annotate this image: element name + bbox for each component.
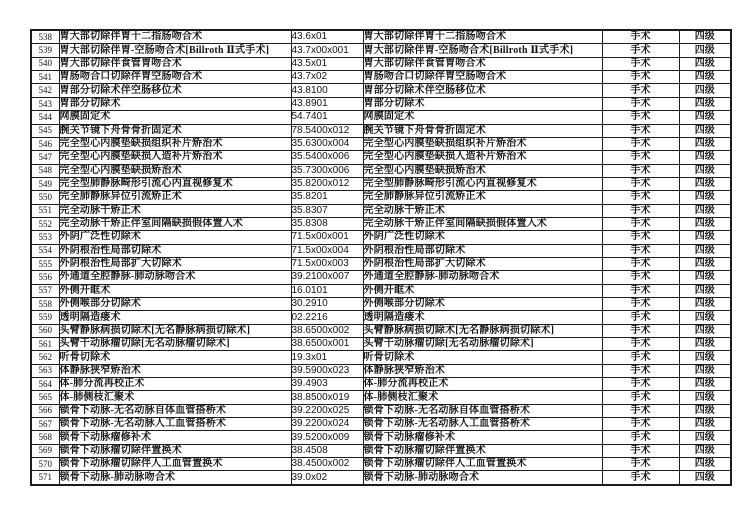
- procedure-name-cell: 外通道全腔静脉-肺动脉吻合术: [59, 271, 291, 284]
- operation-category-cell: 手术: [602, 231, 679, 244]
- procedure-name-repeat-cell: 锁骨下动脉-无名动脉自体血管搭桥术: [363, 404, 602, 417]
- row-number-cell: 564: [31, 378, 59, 391]
- procedure-name-cell: 锁骨下动脉瘤切除伴人工血管置换术: [59, 458, 291, 471]
- operation-category-cell: 手术: [602, 151, 679, 164]
- operation-category-cell: 手术: [602, 71, 679, 84]
- operation-level-cell: 四级: [679, 364, 731, 377]
- operation-level-cell: 四级: [679, 378, 731, 391]
- procedure-name-repeat-cell: 外阴广泛性切除术: [363, 231, 602, 244]
- operation-level-cell: 四级: [679, 391, 731, 404]
- row-number-cell: 556: [31, 271, 59, 284]
- procedure-name-repeat-cell: 完全型心内膜垫缺损矫治术: [363, 164, 602, 177]
- procedure-name-repeat-cell: 锁骨下动脉-肺动脉吻合术: [363, 471, 602, 485]
- operation-category-cell: 手术: [602, 311, 679, 324]
- operation-level-cell: 四级: [679, 177, 731, 190]
- procedure-name-repeat-cell: 头臂干动脉瘤切除[无名动脉瘤切除术]: [363, 338, 602, 351]
- procedure-name-repeat-cell: 完全肺静脉异位引流矫正术: [363, 191, 602, 204]
- operation-level-cell: 四级: [679, 244, 731, 257]
- operation-level-cell: 四级: [679, 137, 731, 150]
- operation-level-cell: 四级: [679, 471, 731, 485]
- operation-level-cell: 四级: [679, 164, 731, 177]
- table-row: [31, 71, 731, 84]
- procedure-name-cell: 锁骨下动脉-无名动脉自体血管搭桥术: [59, 404, 291, 417]
- operation-level-cell: 四级: [679, 324, 731, 337]
- row-number-cell: 565: [31, 391, 59, 404]
- table-row: [31, 391, 731, 404]
- procedure-name-repeat-cell: 体静脉狭窄矫治术: [363, 364, 602, 377]
- procedure-name-repeat-cell: 完全型心内膜垫缺损人造补片矫治术: [363, 151, 602, 164]
- procedure-code-cell: 35.8307: [291, 204, 363, 217]
- procedure-code-cell: 38.8500x019: [291, 391, 363, 404]
- operation-category-cell: 手术: [602, 471, 679, 485]
- procedure-code-cell: 38.4500x002: [291, 458, 363, 471]
- procedure-code-cell: 54.7401: [291, 111, 363, 124]
- operation-level-cell: 四级: [679, 297, 731, 310]
- procedure-name-repeat-cell: 胃大部切除伴胃-空肠吻合术[Billroth Ⅱ式手术]: [363, 44, 602, 57]
- procedure-name-cell: 头臂静脉病损切除术[无名静脉病损切除术]: [59, 324, 291, 337]
- row-number-cell: 540: [31, 57, 59, 70]
- procedure-table: [30, 29, 732, 486]
- table-row: [31, 297, 731, 310]
- procedure-code-cell: 35.8201: [291, 191, 363, 204]
- operation-level-cell: 四级: [679, 151, 731, 164]
- row-number-cell: 561: [31, 338, 59, 351]
- operation-category-cell: 手术: [602, 84, 679, 97]
- table-row: [31, 471, 731, 485]
- row-number-cell: 544: [31, 111, 59, 124]
- operation-category-cell: 手术: [602, 30, 679, 44]
- procedure-code-cell: 02.2216: [291, 311, 363, 324]
- procedure-name-cell: 外侧喉部分切除术: [59, 297, 291, 310]
- row-number-cell: 553: [31, 231, 59, 244]
- procedure-name-repeat-cell: 头臂静脉病损切除术[无名静脉病损切除术]: [363, 324, 602, 337]
- procedure-code-cell: 43.7x00x001: [291, 44, 363, 57]
- procedure-code-cell: 35.8200x012: [291, 177, 363, 190]
- table-row: [31, 311, 731, 324]
- operation-category-cell: 手术: [602, 191, 679, 204]
- procedure-name-repeat-cell: 腕关节镜下舟骨骨折固定术: [363, 124, 602, 137]
- operation-category-cell: 手术: [602, 97, 679, 110]
- procedure-name-cell: 锁骨下动脉瘤切除伴置换术: [59, 444, 291, 457]
- procedure-table-body: [31, 30, 731, 485]
- procedure-name-repeat-cell: 外阴根治性局部切除术: [363, 244, 602, 257]
- operation-category-cell: 手术: [602, 338, 679, 351]
- procedure-name-repeat-cell: 胃大部切除伴食管胃吻合术: [363, 57, 602, 70]
- operation-category-cell: 手术: [602, 458, 679, 471]
- procedure-code-cell: 35.7300x006: [291, 164, 363, 177]
- procedure-code-cell: 43.5x01: [291, 57, 363, 70]
- row-number-cell: 567: [31, 418, 59, 431]
- procedure-name-repeat-cell: 完全动脉干矫正伴室间隔缺损假体置入术: [363, 217, 602, 230]
- procedure-name-cell: 胃肠吻合口切除伴胃空肠吻合术: [59, 71, 291, 84]
- operation-category-cell: 手术: [602, 204, 679, 217]
- operation-category-cell: 手术: [602, 297, 679, 310]
- operation-level-cell: 四级: [679, 97, 731, 110]
- operation-category-cell: 手术: [602, 364, 679, 377]
- operation-category-cell: 手术: [602, 271, 679, 284]
- table-row: [31, 431, 731, 444]
- procedure-name-cell: 头臂干动脉瘤切除[无名动脉瘤切除术]: [59, 338, 291, 351]
- procedure-name-repeat-cell: 体-肺侧枝汇聚术: [363, 391, 602, 404]
- procedure-name-cell: 体-肺分流再校正术: [59, 378, 291, 391]
- operation-level-cell: 四级: [679, 338, 731, 351]
- table-row: [31, 338, 731, 351]
- procedure-code-cell: 35.8308: [291, 217, 363, 230]
- operation-level-cell: 四级: [679, 404, 731, 417]
- operation-level-cell: 四级: [679, 271, 731, 284]
- operation-level-cell: 四级: [679, 124, 731, 137]
- operation-level-cell: 四级: [679, 191, 731, 204]
- procedure-name-repeat-cell: 体-肺分流再校正术: [363, 378, 602, 391]
- procedure-name-cell: 外阴根治性局部切除术: [59, 244, 291, 257]
- operation-category-cell: 手术: [602, 111, 679, 124]
- procedure-name-cell: 透明隔造瘘术: [59, 311, 291, 324]
- row-number-cell: 543: [31, 97, 59, 110]
- table-row: [31, 404, 731, 417]
- procedure-code-cell: 39.2200x024: [291, 418, 363, 431]
- operation-level-cell: 四级: [679, 444, 731, 457]
- operation-category-cell: 手术: [602, 431, 679, 444]
- procedure-code-cell: 16.0101: [291, 284, 363, 297]
- table-row: [31, 444, 731, 457]
- procedure-name-repeat-cell: 完全型心内膜垫缺损组织补片矫治术: [363, 137, 602, 150]
- operation-level-cell: 四级: [679, 84, 731, 97]
- operation-category-cell: 手术: [602, 124, 679, 137]
- operation-category-cell: 手术: [602, 137, 679, 150]
- table-row: [31, 151, 731, 164]
- operation-level-cell: 四级: [679, 217, 731, 230]
- row-number-cell: 570: [31, 458, 59, 471]
- procedure-name-cell: 外阴根治性局部扩大切除术: [59, 257, 291, 270]
- procedure-code-cell: 39.4903: [291, 378, 363, 391]
- procedure-name-cell: 完全型心内膜垫缺损矫治术: [59, 164, 291, 177]
- procedure-name-repeat-cell: 透明隔造瘘术: [363, 311, 602, 324]
- procedure-name-cell: 完全动脉干矫正伴室间隔缺损假体置入术: [59, 217, 291, 230]
- table-row: [31, 84, 731, 97]
- table-row: [31, 231, 731, 244]
- procedure-name-repeat-cell: 完全动脉干矫正术: [363, 204, 602, 217]
- operation-level-cell: 四级: [679, 257, 731, 270]
- row-number-cell: 550: [31, 191, 59, 204]
- operation-category-cell: 手术: [602, 44, 679, 57]
- operation-category-cell: 手术: [602, 444, 679, 457]
- table-row: [31, 418, 731, 431]
- row-number-cell: 569: [31, 444, 59, 457]
- procedure-name-cell: 胃大部切除伴胃十二指肠吻合术: [59, 30, 291, 44]
- operation-level-cell: 四级: [679, 311, 731, 324]
- procedure-name-repeat-cell: 网膜固定术: [363, 111, 602, 124]
- operation-category-cell: 手术: [602, 324, 679, 337]
- operation-level-cell: 四级: [679, 111, 731, 124]
- procedure-code-cell: 43.8901: [291, 97, 363, 110]
- row-number-cell: 545: [31, 124, 59, 137]
- operation-level-cell: 四级: [679, 418, 731, 431]
- procedure-name-cell: 外阴广泛性切除术: [59, 231, 291, 244]
- procedure-name-cell: 外侧开眶术: [59, 284, 291, 297]
- procedure-name-repeat-cell: 胃大部切除伴胃十二指肠吻合术: [363, 30, 602, 44]
- operation-level-cell: 四级: [679, 44, 731, 57]
- operation-level-cell: 四级: [679, 71, 731, 84]
- procedure-code-cell: 43.7x02: [291, 71, 363, 84]
- table-row: [31, 111, 731, 124]
- row-number-cell: 542: [31, 84, 59, 97]
- procedure-code-cell: 78.5400x012: [291, 124, 363, 137]
- row-number-cell: 551: [31, 204, 59, 217]
- procedure-name-repeat-cell: 胃肠吻合口切除伴胃空肠吻合术: [363, 71, 602, 84]
- operation-level-cell: 四级: [679, 458, 731, 471]
- operation-category-cell: 手术: [602, 284, 679, 297]
- operation-category-cell: 手术: [602, 391, 679, 404]
- procedure-name-repeat-cell: 外侧开眶术: [363, 284, 602, 297]
- procedure-code-cell: 71.5x00x004: [291, 244, 363, 257]
- procedure-name-cell: 完全动脉干矫正术: [59, 204, 291, 217]
- operation-category-cell: 手术: [602, 57, 679, 70]
- procedure-code-cell: 39.0x02: [291, 471, 363, 485]
- procedure-name-repeat-cell: 锁骨下动脉-无名动脉人工血管搭桥术: [363, 418, 602, 431]
- row-number-cell: 563: [31, 364, 59, 377]
- table-row: [31, 217, 731, 230]
- operation-category-cell: 手术: [602, 351, 679, 364]
- table-row: [31, 137, 731, 150]
- table-row: [31, 57, 731, 70]
- procedure-name-cell: 胃部分切除术: [59, 97, 291, 110]
- row-number-cell: 546: [31, 137, 59, 150]
- operation-level-cell: 四级: [679, 204, 731, 217]
- operation-category-cell: 手术: [602, 244, 679, 257]
- procedure-code-cell: 39.5900x023: [291, 364, 363, 377]
- procedure-name-repeat-cell: 完全型肺静脉畸形引流心内直视修复术: [363, 177, 602, 190]
- procedure-code-cell: 35.5400x006: [291, 151, 363, 164]
- procedure-name-cell: 完全肺静脉异位引流矫正术: [59, 191, 291, 204]
- procedure-name-cell: 完全型心内膜垫缺损人造补片矫治术: [59, 151, 291, 164]
- row-number-cell: 555: [31, 257, 59, 270]
- procedure-name-repeat-cell: 锁骨下动脉瘤修补术: [363, 431, 602, 444]
- procedure-name-cell: 胃部分切除术伴空肠移位术: [59, 84, 291, 97]
- row-number-cell: 548: [31, 164, 59, 177]
- operation-category-cell: 手术: [602, 418, 679, 431]
- row-number-cell: 547: [31, 151, 59, 164]
- procedure-code-cell: 39.2200x025: [291, 404, 363, 417]
- procedure-name-cell: 锁骨下动脉瘤修补术: [59, 431, 291, 444]
- operation-category-cell: 手术: [602, 164, 679, 177]
- procedure-name-repeat-cell: 外侧喉部分切除术: [363, 297, 602, 310]
- procedure-name-cell: 网膜固定术: [59, 111, 291, 124]
- procedure-name-cell: 体静脉狭窄矫治术: [59, 364, 291, 377]
- table-row: [31, 177, 731, 190]
- table-row: [31, 364, 731, 377]
- table-row: [31, 257, 731, 270]
- operation-category-cell: 手术: [602, 378, 679, 391]
- procedure-name-cell: 胃大部切除伴胃-空肠吻合术[Billroth Ⅱ式手术]: [59, 44, 291, 57]
- procedure-name-cell: 胃大部切除伴食管胃吻合术: [59, 57, 291, 70]
- operation-category-cell: 手术: [602, 177, 679, 190]
- table-row: [31, 44, 731, 57]
- table-row: [31, 351, 731, 364]
- table-row: [31, 97, 731, 110]
- procedure-name-repeat-cell: 胃部分切除术: [363, 97, 602, 110]
- table-row: [31, 244, 731, 257]
- operation-category-cell: 手术: [602, 404, 679, 417]
- procedure-name-cell: 听骨切除术: [59, 351, 291, 364]
- procedure-name-repeat-cell: 外通道全腔静脉-肺动脉吻合术: [363, 271, 602, 284]
- procedure-name-cell: 完全型肺静脉畸形引流心内直视修复术: [59, 177, 291, 190]
- table-row: [31, 164, 731, 177]
- row-number-cell: 560: [31, 324, 59, 337]
- row-number-cell: 557: [31, 284, 59, 297]
- procedure-code-cell: 19.3x01: [291, 351, 363, 364]
- procedure-code-cell: 38.6500x001: [291, 338, 363, 351]
- procedure-name-cell: 体-肺侧枝汇聚术: [59, 391, 291, 404]
- procedure-name-repeat-cell: 锁骨下动脉瘤切除伴人工血管置换术: [363, 458, 602, 471]
- procedure-code-cell: 43.6x01: [291, 30, 363, 44]
- procedure-name-repeat-cell: 外阴根治性局部扩大切除术: [363, 257, 602, 270]
- operation-category-cell: 手术: [602, 257, 679, 270]
- table-row: [31, 204, 731, 217]
- procedure-code-cell: 35.6300x004: [291, 137, 363, 150]
- row-number-cell: 562: [31, 351, 59, 364]
- row-number-cell: 554: [31, 244, 59, 257]
- procedure-code-cell: 71.5x00x001: [291, 231, 363, 244]
- procedure-code-cell: 43.8100: [291, 84, 363, 97]
- row-number-cell: 566: [31, 404, 59, 417]
- procedure-code-cell: 38.6500x002: [291, 324, 363, 337]
- procedure-code-cell: 30.2910: [291, 297, 363, 310]
- row-number-cell: 552: [31, 217, 59, 230]
- row-number-cell: 549: [31, 177, 59, 190]
- operation-level-cell: 四级: [679, 284, 731, 297]
- procedure-code-cell: 71.5x00x003: [291, 257, 363, 270]
- procedure-code-cell: 39.5200x009: [291, 431, 363, 444]
- procedure-name-cell: 完全型心内膜垫缺损组织补片矫治术: [59, 137, 291, 150]
- procedure-name-cell: 锁骨下动脉-肺动脉吻合术: [59, 471, 291, 485]
- operation-category-cell: 手术: [602, 217, 679, 230]
- row-number-cell: 538: [31, 30, 59, 44]
- operation-level-cell: 四级: [679, 351, 731, 364]
- row-number-cell: 559: [31, 311, 59, 324]
- operation-level-cell: 四级: [679, 431, 731, 444]
- procedure-code-cell: 39.2100x007: [291, 271, 363, 284]
- table-row: [31, 191, 731, 204]
- table-row: [31, 124, 731, 137]
- row-number-cell: 571: [31, 471, 59, 485]
- table-row: [31, 284, 731, 297]
- row-number-cell: 558: [31, 297, 59, 310]
- table-row: [31, 271, 731, 284]
- procedure-name-repeat-cell: 胃部分切除术伴空肠移位术: [363, 84, 602, 97]
- table-row: [31, 378, 731, 391]
- procedure-name-cell: 锁骨下动脉-无名动脉人工血管搭桥术: [59, 418, 291, 431]
- procedure-name-repeat-cell: 听骨切除术: [363, 351, 602, 364]
- operation-level-cell: 四级: [679, 231, 731, 244]
- operation-level-cell: 四级: [679, 57, 731, 70]
- operation-level-cell: 四级: [679, 30, 731, 44]
- row-number-cell: 539: [31, 44, 59, 57]
- row-number-cell: 568: [31, 431, 59, 444]
- table-row: [31, 30, 731, 44]
- row-number-cell: 541: [31, 71, 59, 84]
- procedure-name-cell: 腕关节镜下舟骨骨折固定术: [59, 124, 291, 137]
- table-row: [31, 458, 731, 471]
- procedure-name-repeat-cell: 锁骨下动脉瘤切除伴置换术: [363, 444, 602, 457]
- procedure-code-cell: 38.4508: [291, 444, 363, 457]
- table-row: [31, 324, 731, 337]
